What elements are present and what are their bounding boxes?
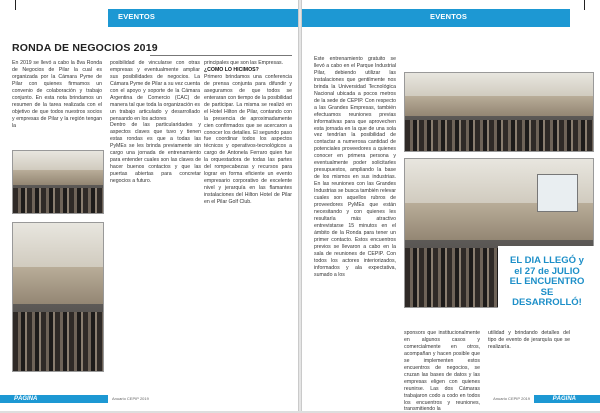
text-column-2 [404, 330, 480, 413]
title-divider [150, 55, 292, 56]
event-photo-meeting-tables [404, 72, 594, 152]
page-footer [302, 389, 600, 411]
text-column-2 [110, 60, 200, 122]
section-label: EVENTOS [118, 12, 156, 21]
section-band [302, 9, 570, 27]
text-column-3 [204, 60, 292, 364]
page-title: RONDA DE NEGOCIOS 2019 [12, 42, 158, 54]
right-page [302, 0, 600, 411]
paragraph: principales que son las Empresas. [204, 60, 284, 66]
event-photo-audience [12, 150, 104, 214]
text-column-3 [488, 330, 570, 374]
section-band [108, 9, 298, 27]
callout-line: SE [540, 286, 554, 298]
text-column-4 [110, 122, 201, 370]
page-number: 41 [589, 397, 597, 404]
crop-mark [6, 0, 16, 10]
footer-label: PÁGINA [14, 396, 38, 402]
subheading: ¿COMO LO HICIMOS? [204, 66, 259, 73]
paragraph: posibilidad de vincularse con otras empresas y eventualmente ampliar sus posibilidades de negocios. La Cámara Pyme de Pilar a su vez cuenta con el apoyo y soporte de la Cámara Argentina de Comercio (CAC) de manera tal que toda la organización es un trabajo articulado y desarrollado pensando en los actores [110, 60, 200, 122]
highlight-callout [498, 246, 596, 324]
left-page [0, 0, 298, 411]
projector-screen [537, 174, 578, 212]
paragraph: En 2019 se llevó a cabo la 8va Ronda de Negocios de Pilar la cual es organizada por la Cámara Pyme de Pilar con quienes firmamos un convenio de colaboración y trabajo conjunto. En esta nota brindamos un resumen de la tarea realizada con el objetivo de que todos nuestros socios y empresas de Pilar y la región tengan la [12, 60, 102, 129]
footer-source: Anuario CEPIP 2019 [493, 396, 530, 401]
callout-line: EL DIA LLEGÓ y [510, 255, 584, 266]
section-label: EVENTOS [430, 12, 468, 21]
footer-source: Anuario CEPIP 2019 [112, 396, 149, 401]
text-column-1 [314, 56, 396, 372]
paragraph: utilidad y brindando detalles del tipo de evento de jerarquía que se realizaría. [488, 330, 570, 350]
page-number: 40 [3, 397, 11, 404]
text-column-1 [12, 60, 102, 146]
paragraph: sponsors que institucionalmente en algunos casos y comercialmente en otros, acompañan y hacen posible que se implementen estos encuentros de negocios, se cruzan las bases de datos y las empresas eligen con quienes reunirse. Las dos Cámaras trabajaron codo a codo en todos los encuentros y reuniones, transmitiendo la [404, 330, 480, 413]
footer-label: PÁGINA [552, 396, 576, 402]
paragraph: Este entrenamiento gratuito se llevó a cabo en el Parque Industrial Pilar, debiendo utilizar las instalaciones que gentilmente nos brinda la Universidad Tecnológica Nacional ubicada a pocos metros de la sede de CEPIP. Con respecto a las Grandes Empresas, también efectuamos reuniones previas informativas para que aprovechen esta jornada en la que de una sola vez tendrían la posibilidad de contactar a numerosa cantidad de potenciales proveedores a quienes conocer en primera persona y eventualmente poder solicitarles presupuestos, ampliando la base de los mismos en sus industrias. En las reuniones con las Grandes Industrias se busca también relevar cuales son aquellos rubros de proveedores PyMEs que están necesitando y con quienes les resultaría más atractivo entrevistarse 15 minutos en el ámbito de la Ronda para tener un primer contacto. Estos encuentros previos se llevaron a cabo en la sala de reuniones de CEPIP. Con todos los actores interiorizados, informados y ala expectativa, sumado a los [314, 56, 396, 278]
callout-line: el 27 de JULIO [514, 265, 580, 277]
paragraph: Dentro de las particularidades y aspectos claves que tuvo y tienen estas rondas es que a todas las PyMEs se les brinda previamente sin cargo una jornada de entrenamiento para entender cuales son las claves de hacer buenos contactos y que las puertas abiertas para concretar negocios a futuro. [110, 122, 201, 184]
page-footer [0, 389, 298, 411]
event-photo-conference-room [12, 222, 104, 372]
callout-line: EL ENCUENTRO [509, 276, 585, 288]
callout-line: DESARROLLÓ! [512, 297, 582, 309]
crop-mark [584, 0, 594, 10]
paragraph: Primero brindamos una conferencia de prensa conjunta para difundir y aseguramos de que todos se enteraran con tiempo de la posibilidad de participar. La misma se realizó en el Hotel Hilton de Pilar, contando con la presencia de aproximadamente cien confirmados que se acercaron a conocer los detalles. El segundo paso fue coordinar todos los aspectos técnicos y operativos-tecnológicos a cargo de Antonela Ferraro quien fue la orquestadora de todas las partes del rompecabezas y recursos para lograr en forma eficiente un evento empresario corporativo de excelente nivel y jerarquía en las flamantes instalaciones del Hilton Hotel de Pilar en el Pilar Golf Club. [204, 73, 292, 206]
